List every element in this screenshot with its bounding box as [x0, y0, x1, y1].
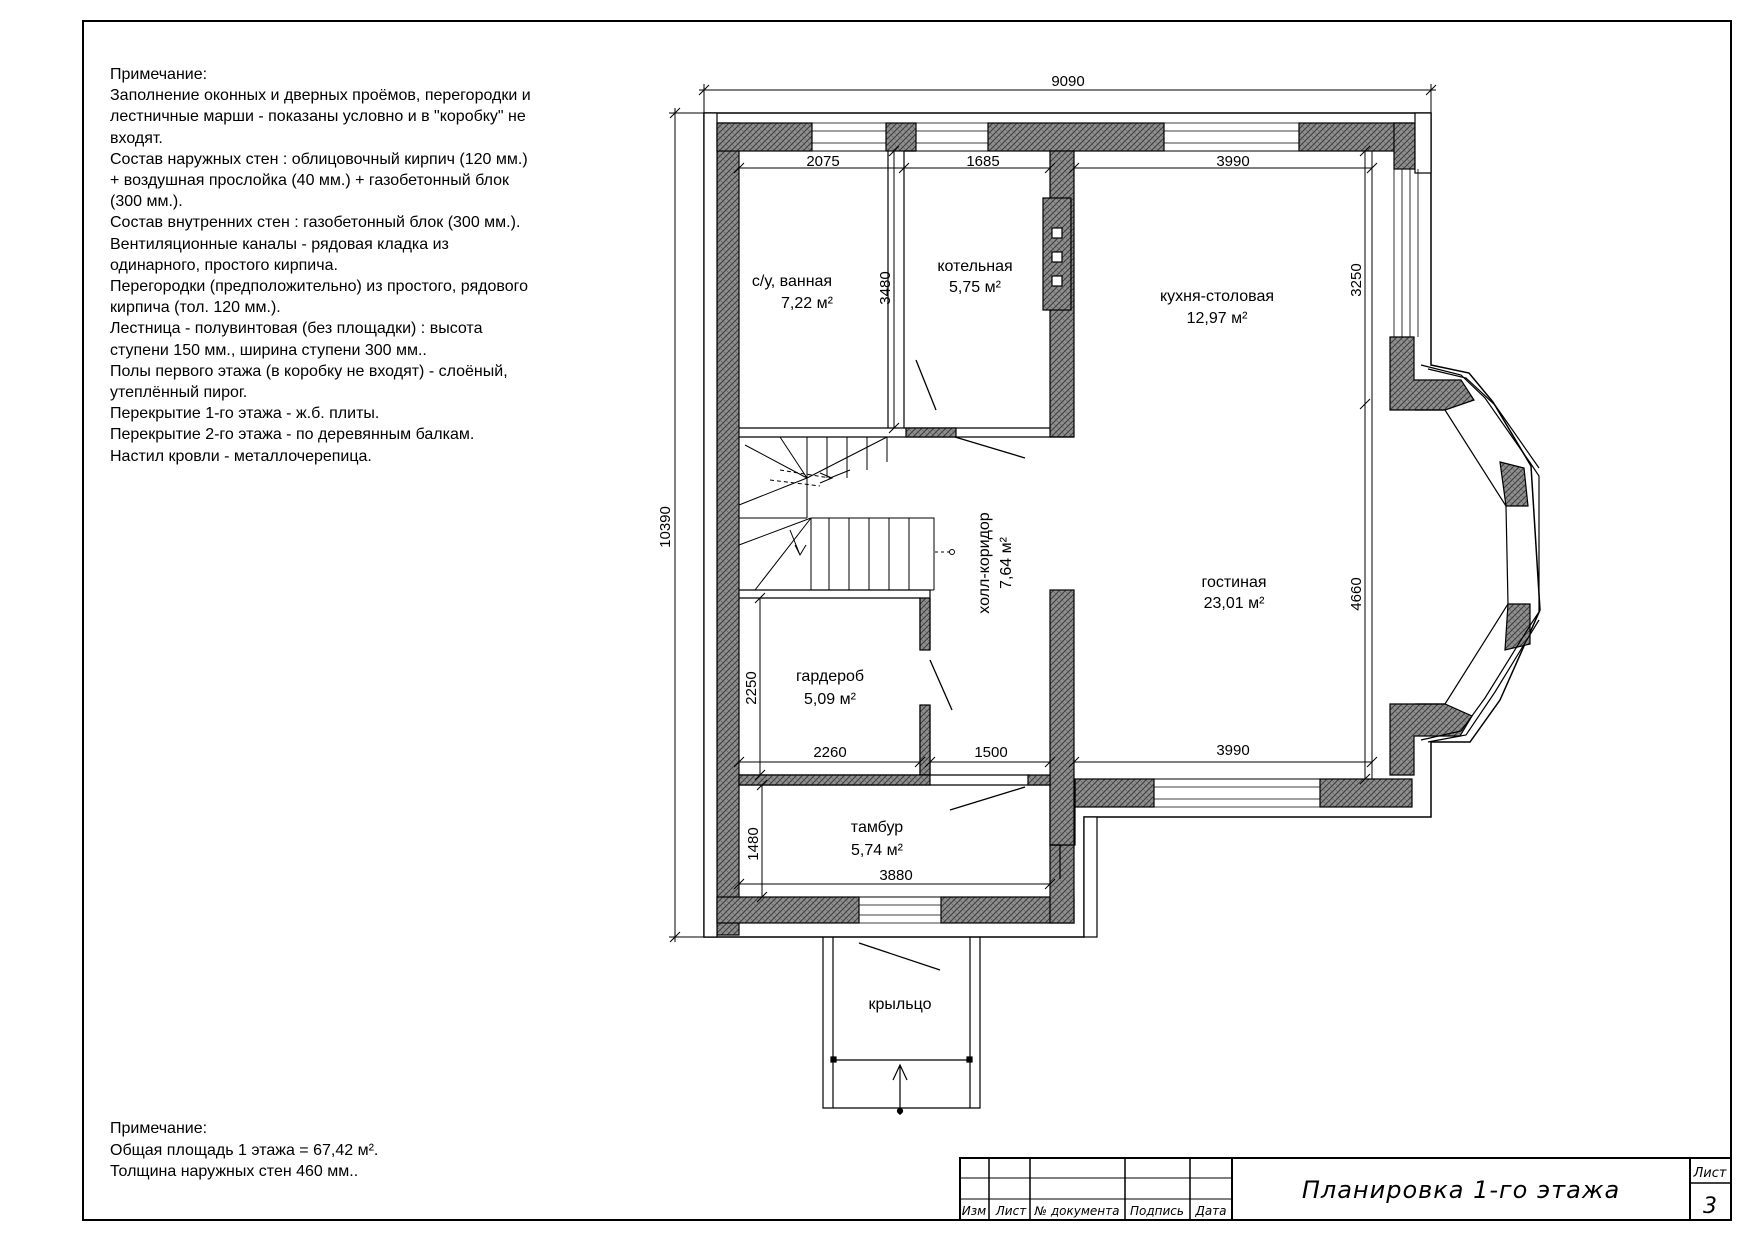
tb-col-sign: Подпись — [1130, 1204, 1184, 1218]
room-bath-name: с/у, ванная — [751, 273, 833, 290]
note-line: (300 мм.). — [110, 193, 183, 211]
tb-title: Планировка 1-го этажа — [1301, 1176, 1621, 1204]
room-hall-name: холл-коридор — [976, 512, 993, 614]
room-vestibule-area: 5,74 м² — [851, 842, 903, 859]
dim-boiler-width: 1685 — [966, 153, 1000, 170]
note-line: лестничные марши - показаны условно и в "коробку" не — [110, 108, 526, 126]
dim-living-height: 4660 — [1348, 577, 1365, 611]
note-line: Лестница - полувинтовая (без площадки) : высота — [110, 320, 483, 338]
note-line: ступени 150 мм., ширина ступени 300 мм.. — [110, 341, 427, 359]
room-kitchen-area: 12,97 м² — [1186, 310, 1248, 327]
note-line: Состав наружных стен : облицовочный кирпич (120 мм.) — [110, 150, 528, 168]
note-line: Полы первого этажа (в коробку не входят) - слоёный, — [110, 362, 508, 380]
title-block-text — [962, 1166, 1727, 1219]
room-boiler-area: 5,75 м² — [949, 279, 1001, 296]
note-line: Перегородки (предположительно) из простого, рядового — [110, 278, 529, 296]
room-hall-area: 7,64 м² — [998, 537, 1015, 589]
dim-kitchen-height: 3250 — [1348, 263, 1365, 297]
tb-col-date: Дата — [1195, 1204, 1227, 1218]
note-line: кирпича (тол. 120 мм.). — [110, 299, 281, 317]
room-living-name: гостиная — [1201, 574, 1267, 591]
dim-living-width: 3990 — [1216, 742, 1250, 759]
note-line: Состав внутренних стен : газобетонный блок (300 мм.). — [110, 214, 521, 232]
dim-wardrobe-height: 2250 — [743, 671, 760, 705]
dim-passage-width: 1500 — [974, 744, 1008, 761]
sheet-frame — [83, 21, 1731, 1220]
tb-sheet-label: Лист — [1693, 1166, 1727, 1181]
porch — [823, 937, 980, 1115]
room-bath-area: 7,22 м² — [781, 295, 833, 312]
dim-overall-width: 9090 — [1051, 73, 1085, 90]
dim-overall-height: 10390 — [657, 506, 674, 548]
tb-col-list: Лист — [995, 1204, 1027, 1218]
note-line: Общая площадь 1 этажа = 67,42 м². — [110, 1141, 379, 1159]
interior-walls — [739, 151, 1074, 879]
room-kitchen-name: кухня-столовая — [1160, 288, 1274, 305]
notes-bottom-heading: Примечание: — [110, 1120, 208, 1137]
dim-wardrobe-width: 2260 — [813, 744, 847, 761]
dim-vestibule-height: 1480 — [745, 827, 762, 861]
tb-sheet-number: 3 — [1703, 1194, 1717, 1219]
room-porch-name: крыльцо — [868, 996, 932, 1013]
dim-vestibule-width: 3880 — [879, 867, 913, 884]
tb-col-izm: Изм — [961, 1204, 987, 1218]
note-line: одинарного, простого кирпича. — [110, 256, 338, 274]
room-wardrobe-area: 5,09 м² — [804, 691, 856, 708]
room-living-area: 23,01 м² — [1203, 595, 1265, 612]
note-line: + воздушная прослойка (40 мм.) + газобетонный блок — [110, 172, 509, 190]
staircase — [739, 437, 955, 590]
room-boiler-name: котельная — [937, 258, 1013, 275]
note-line: Перекрытие 2-го этажа - по деревянным балкам. — [110, 426, 475, 444]
tb-col-doc: № документа — [1034, 1204, 1120, 1218]
dim-bath-width: 2075 — [806, 153, 840, 170]
room-vestibule-name: тамбур — [850, 819, 904, 836]
dim-bath-height: 3480 — [877, 271, 894, 305]
note-line: входят. — [110, 129, 163, 147]
note-line: утеплённый пирог. — [110, 384, 248, 402]
note-line: Заполнение оконных и дверных проёмов, перегородки и — [110, 87, 531, 105]
note-line: Вентиляционные каналы - рядовая кладка из — [110, 235, 449, 253]
dim-kitchen-width: 3990 — [1216, 153, 1250, 170]
note-line: Толщина наружных стен 460 мм.. — [110, 1163, 359, 1180]
room-wardrobe-name: гардероб — [795, 668, 865, 685]
notes-top-heading: Примечание: — [110, 66, 208, 83]
note-line: Перекрытие 1-го этажа - ж.б. плиты. — [110, 405, 380, 423]
note-line: Настил кровли - металлочерепица. — [110, 447, 372, 465]
